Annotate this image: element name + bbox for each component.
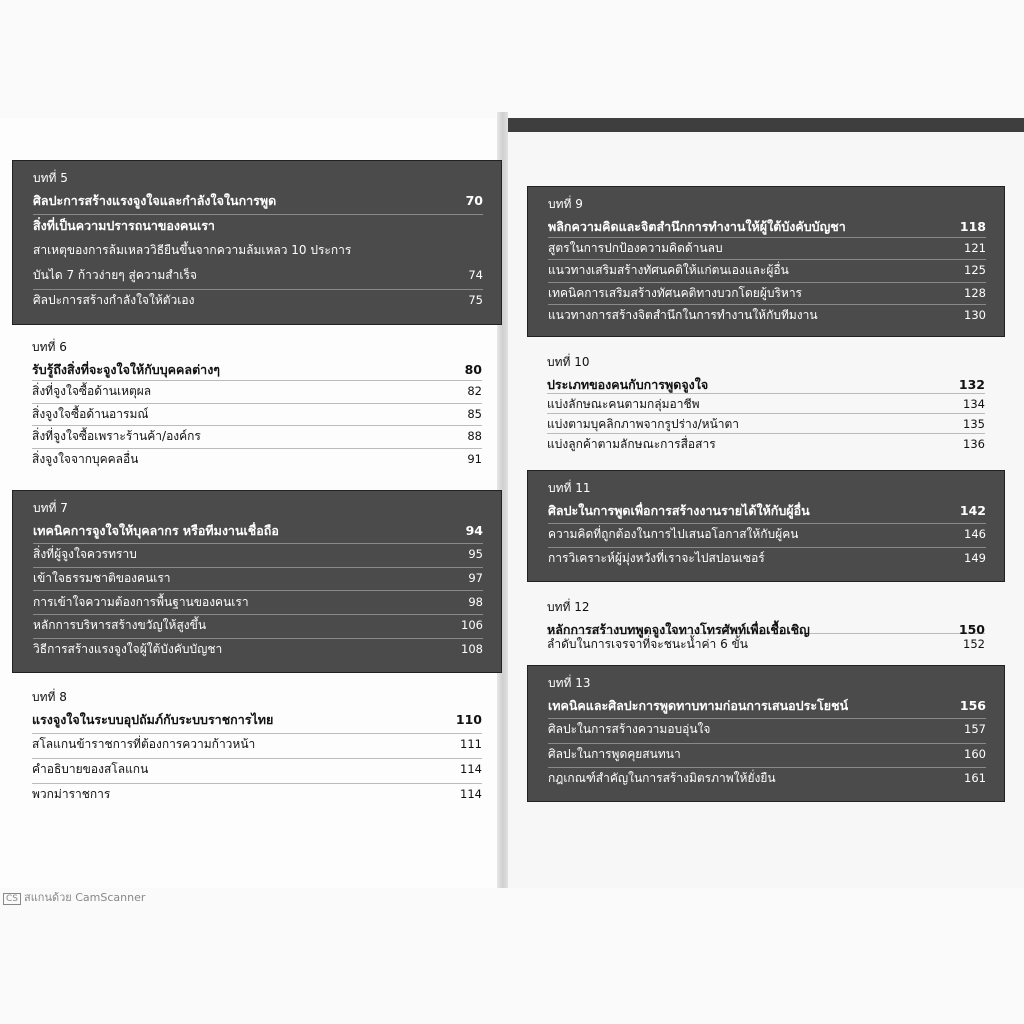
entry-title: การเข้าใจความต้องการพื้นฐานของคนเรา — [33, 594, 249, 609]
entry-title: สโลแกนข้าราชการที่ต้องการความก้าวหน้า — [32, 737, 256, 751]
entry-title: แรงจูงใจในระบบอุปถัมภ์กับระบบราชการไทย — [32, 712, 274, 727]
toc-entry — [33, 616, 483, 639]
toc-entry — [548, 769, 986, 791]
toc-entry — [548, 501, 986, 524]
chapter-block — [12, 160, 502, 325]
chapter-label: บทที่ 9 — [548, 197, 583, 211]
entry-page-number: 134 — [963, 397, 985, 411]
entry-page-number: 146 — [964, 527, 986, 541]
toc-entry — [548, 284, 986, 305]
entry-title: รับรู้ถึงสิ่งที่จะจูงใจให้กับบุคคลต่างๆ — [32, 362, 221, 377]
entry-page-number: 80 — [464, 362, 482, 377]
chapter-label: บทที่ 7 — [33, 501, 68, 515]
entry-title: ศิลปะการสร้างแรงจูงใจและกำลังใจในการพูด — [33, 193, 277, 208]
chapter-label: บทที่ 12 — [547, 600, 590, 614]
chapter-label: บทที่ 10 — [547, 355, 590, 369]
toc-entry — [548, 549, 986, 571]
toc-entry — [548, 525, 986, 548]
toc-entry — [32, 427, 482, 448]
chapter-block — [527, 470, 1005, 582]
entry-title: สิ่งที่จูงใจซื้อด้านเหตุผล — [32, 384, 152, 399]
entry-title: หลักการบริหารสร้างขวัญให้สูงขึ้น — [33, 618, 207, 633]
entry-title: ศิลปะการสร้างกำลังใจให้ตัวเอง — [33, 293, 195, 307]
entry-page-number: 132 — [958, 377, 985, 392]
entry-title: ศิลปะในการสร้างความอบอุ่นใจ — [548, 722, 711, 737]
scanner-text: สแกนด้วย CamScanner — [24, 891, 146, 904]
entry-page-number: 149 — [964, 551, 986, 565]
chapter-block — [527, 345, 1005, 465]
entry-title: แบ่งลูกค้าตามลักษณะการสื่อสาร — [547, 437, 716, 451]
chapter-block — [12, 330, 502, 482]
toc-entry — [547, 620, 985, 637]
toc-entry — [33, 241, 483, 264]
entry-title: เทคนิคและศิลปะการพูดทาบทามก่อนการเสนอประโยชน์ — [548, 698, 849, 713]
entry-title: เทคนิคการเสริมสร้างทัศนคติทางบวกโดยผู้บริหาร — [548, 285, 803, 300]
toc-entry — [32, 710, 482, 734]
entry-title: สาเหตุของการล้มเหลววิธียืนขึ้นจากความล้มเหลว 10 ประการ — [33, 243, 352, 257]
scanner-watermark — [3, 888, 145, 906]
entry-title: คำอธิบายของสโลแกน — [32, 762, 149, 776]
entry-title: แนวทางการสร้างจิตสำนึกในการทำงานให้กับทีมงาน — [548, 307, 818, 322]
toc-entry — [548, 720, 986, 743]
entry-page-number: 142 — [959, 503, 986, 518]
chapter-label: บทที่ 6 — [32, 340, 67, 354]
entry-title: บันได 7 ก้าวง่ายๆ สู่ความสำเร็จ — [33, 268, 197, 282]
chapter-label: บทที่ 5 — [33, 171, 68, 185]
toc-entry — [547, 415, 985, 434]
entry-page-number: 150 — [958, 622, 985, 637]
entry-page-number: 110 — [455, 712, 482, 727]
toc-entry — [32, 382, 482, 403]
entry-title: พวกม่าราชการ — [32, 787, 111, 801]
entry-page-number: 94 — [465, 523, 483, 538]
toc-entry — [548, 745, 986, 768]
entry-page-number: 136 — [963, 437, 985, 451]
toc-entry — [32, 450, 482, 470]
entry-title: แบ่งตามบุคลิกภาพจากรูปร่าง/หน้าตา — [547, 417, 740, 431]
toc-entry — [548, 217, 986, 238]
right-page-top-bar — [508, 118, 1024, 132]
toc-entry — [548, 696, 986, 719]
entry-title: สิ่งจูงใจซื้อด้านอารมณ์ — [32, 406, 149, 421]
toc-entry — [33, 266, 483, 290]
toc-entry — [33, 521, 483, 544]
entry-title: ความคิดที่ถูกต้องในการไปเสนอโอกาสให้กับผู้คน — [548, 527, 799, 541]
entry-title: สูตรในการปกป้องความคิดด้านลบ — [548, 241, 723, 256]
entry-page-number: 156 — [959, 698, 986, 713]
toc-entry — [547, 435, 985, 453]
toc-entry — [547, 635, 985, 651]
entry-page-number: 91 — [467, 451, 482, 466]
entry-page-number: 74 — [468, 268, 483, 282]
entry-page-number: 85 — [467, 406, 482, 421]
entry-page-number: 152 — [963, 637, 985, 651]
toc-entry — [33, 291, 483, 314]
toc-entry — [548, 306, 986, 326]
entry-title: วิธีการสร้างแรงจูงใจผู้ใต้บังคับบัญชา — [33, 642, 223, 657]
entry-page-number: 135 — [963, 417, 985, 431]
camscanner-logo-icon: CS — [3, 893, 21, 905]
entry-title: เข้าใจธรรมชาติของคนเรา — [33, 570, 171, 585]
entry-title: ประเภทของคนกับการพูดจูงใจ — [547, 377, 709, 392]
entry-page-number: 98 — [468, 594, 483, 609]
toc-entry — [547, 395, 985, 414]
toc-entry — [33, 593, 483, 616]
entry-page-number: 88 — [467, 429, 482, 444]
entry-page-number: 114 — [460, 787, 482, 801]
entry-page-number: 130 — [964, 307, 986, 322]
entry-title: สิ่งจูงใจจากบุคคลอื่น — [32, 451, 139, 466]
entry-title: สิ่งที่ผู้จูงใจควรทราบ — [33, 546, 137, 561]
entry-title: ศิลปะในการพูดเพื่อการสร้างงานรายได้ให้กับผู้อื่น — [548, 503, 810, 518]
entry-page-number: 161 — [964, 770, 986, 785]
toc-entry — [33, 640, 483, 662]
chapter-label: บทที่ 13 — [548, 676, 591, 690]
entry-page-number: 114 — [460, 762, 482, 776]
toc-entry — [33, 216, 483, 239]
toc-entry — [547, 375, 985, 394]
toc-entry — [32, 735, 482, 759]
toc-entry — [548, 239, 986, 260]
entry-page-number: 75 — [468, 293, 483, 307]
entry-page-number: 108 — [461, 642, 483, 657]
entry-title: แนวทางเสริมสร้างทัศนคติให้แก่ตนเองและผู้อื่น — [548, 263, 789, 278]
entry-title: สิ่งที่จูงใจซื้อเพราะร้านค้า/องค์กร — [32, 429, 201, 444]
entry-page-number: 125 — [964, 263, 986, 278]
entry-title: เทคนิคการจูงใจให้บุคลากร หรือทีมงานเชื่อถือ — [33, 523, 279, 538]
entry-page-number: 160 — [964, 746, 986, 761]
entry-title: สิ่งที่เป็นความปรารถนาของคนเรา — [33, 218, 215, 233]
entry-page-number: 97 — [468, 570, 483, 585]
chapter-block — [527, 665, 1005, 802]
toc-entry — [32, 405, 482, 426]
chapter-label: บทที่ 11 — [548, 481, 591, 495]
toc-entry — [32, 360, 482, 381]
entry-page-number: 111 — [460, 737, 482, 751]
entry-title: พลิกความคิดและจิตสำนึกการทำงานให้ผู้ใต้บังคับบัญชา — [548, 219, 846, 234]
toc-entry — [33, 191, 483, 215]
toc-entry — [32, 760, 482, 784]
entry-page-number: 70 — [465, 193, 483, 208]
chapter-block — [12, 680, 502, 820]
toc-entry — [33, 545, 483, 568]
entry-page-number: 157 — [964, 722, 986, 737]
entry-page-number: 95 — [468, 546, 483, 561]
toc-entry — [33, 569, 483, 592]
entry-page-number: 82 — [467, 384, 482, 399]
entry-title: การวิเคราะห์ผู้มุ่งหวังที่เราจะไปสปอนเซอร์ — [548, 551, 765, 565]
entry-title: ศิลปะในการพูดคุยสนทนา — [548, 746, 681, 761]
chapter-block — [527, 590, 1005, 660]
entry-page-number: 118 — [959, 219, 986, 234]
entry-title: กฎเกณฑ์สำคัญในการสร้างมิตรภาพให้ยั่งยืน — [548, 770, 776, 785]
toc-entry — [32, 785, 482, 808]
toc-entry — [548, 261, 986, 282]
chapter-block — [527, 186, 1005, 337]
chapter-label: บทที่ 8 — [32, 690, 67, 704]
entry-page-number: 121 — [964, 241, 986, 256]
entry-title: ลำดับในการเจรจาที่จะชนะน้ำค่า 6 ขั้น — [547, 637, 748, 651]
entry-title: แบ่งลักษณะคนตามกลุ่มอาชีพ — [547, 397, 700, 411]
chapter-block — [12, 490, 502, 673]
entry-page-number: 106 — [461, 618, 483, 633]
entry-page-number: 128 — [964, 285, 986, 300]
entry-title: หลักการสร้างบทพูดจูงใจทางโทรศัพท์เพื่อเชื้อเชิญ — [547, 622, 810, 637]
